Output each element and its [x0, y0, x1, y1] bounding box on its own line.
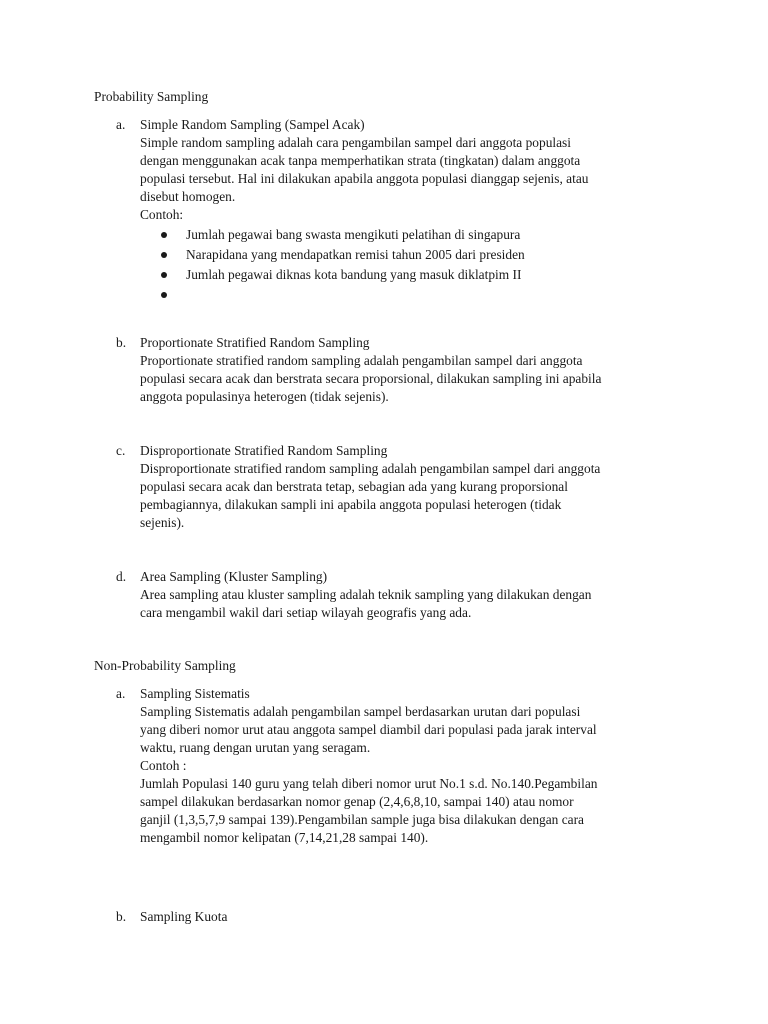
section-heading-non-probability: Non-Probability Sampling — [94, 658, 236, 673]
bullet-dot-icon — [161, 272, 167, 278]
bullet-item — [116, 226, 676, 246]
example-body: Jumlah Populasi 140 guru yang telah diberi nomor urut No.1 s.d. No.140.Pegambilan sampel dilakukan berdasarkan nomor genap (2,4,6,8,10, sampai 140) atau nomor ganjil (1,3,5,7,9 sampai 139).Pengambilan sample juga bisa dilakukan dengan cara mengambil nomor kelipatan (7,14,21,28 sampai 140). — [140, 776, 598, 845]
item-disproportionate-stratified — [116, 442, 676, 532]
bullet-text: Jumlah pegawai diknas kota bandung yang masuk diklatpim II — [186, 267, 522, 282]
item-body: Sampling Sistematis adalah pengambilan sampel berdasarkan urutan dari populasi yang diberi nomor urut atau anggota sampel diambil dari populasi pada jarak interval waktu, ruang dengan urutan yang seragam. — [140, 704, 597, 755]
item-body: Proportionate stratified random sampling adalah pengambilan sampel dari anggota populasi secara acak dan berstrata secara proporsional, dilakukan sampling ini apabila anggota populasinya heterogen (tidak sejenis). — [140, 353, 602, 404]
item-proportionate-stratified — [116, 334, 676, 406]
item-marker: a. — [116, 117, 126, 132]
bullet-dot-icon — [161, 232, 167, 238]
item-body: Disproportionate stratified random sampling adalah pengambilan sampel dari anggota populasi secara acak dan berstrata tetap, sebagian ada yang kurang proporsional pembagiannya, dilakukan sampli ini apabila anggota populasi heterogen (tidak sejenis). — [140, 461, 601, 530]
item-marker: a. — [116, 686, 126, 701]
item-title: Disproportionate Stratified Random Sampling — [140, 443, 388, 458]
item-marker: b. — [116, 335, 127, 350]
item-marker: d. — [116, 569, 127, 584]
item-body: Area sampling atau kluster sampling adalah teknik sampling yang dilakukan dengan cara mengambil wakil dari setiap wilayah geografis yang ada. — [140, 587, 592, 620]
example-label: Contoh: — [140, 207, 184, 222]
item-body: Simple random sampling adalah cara pengambilan sampel dari anggota populasi dengan menggunakan acak tanpa memperhatikan strata (tingkatan) dalam anggota populasi tersebut. Hal ini dilakukan apabila anggota populasi dianggap sejenis, atau disebut homogen. — [140, 135, 589, 204]
item-sampling-sistematis — [116, 685, 676, 847]
bullet-item-empty — [116, 286, 676, 306]
example-bullet-list — [116, 226, 676, 306]
item-sampling-kuota — [116, 908, 676, 926]
item-marker: b. — [116, 909, 127, 924]
bullet-dot-icon — [161, 292, 167, 298]
item-title: Sampling Kuota — [140, 909, 228, 924]
bullet-text: Narapidana yang mendapatkan remisi tahun 2005 dari presiden — [186, 247, 525, 262]
item-title: Simple Random Sampling (Sampel Acak) — [140, 117, 365, 132]
bullet-item — [116, 266, 676, 286]
item-area-sampling — [116, 568, 676, 622]
item-marker: c. — [116, 443, 126, 458]
section-heading-probability: Probability Sampling — [94, 89, 209, 104]
bullet-text: Jumlah pegawai bang swasta mengikuti pelatihan di singapura — [186, 227, 521, 242]
item-title: Area Sampling (Kluster Sampling) — [140, 569, 328, 584]
example-label: Contoh : — [140, 758, 187, 773]
bullet-dot-icon — [161, 252, 167, 258]
bullet-item — [116, 246, 676, 266]
item-simple-random-sampling — [116, 116, 676, 306]
item-title: Proportionate Stratified Random Sampling — [140, 335, 370, 350]
item-title: Sampling Sistematis — [140, 686, 250, 701]
